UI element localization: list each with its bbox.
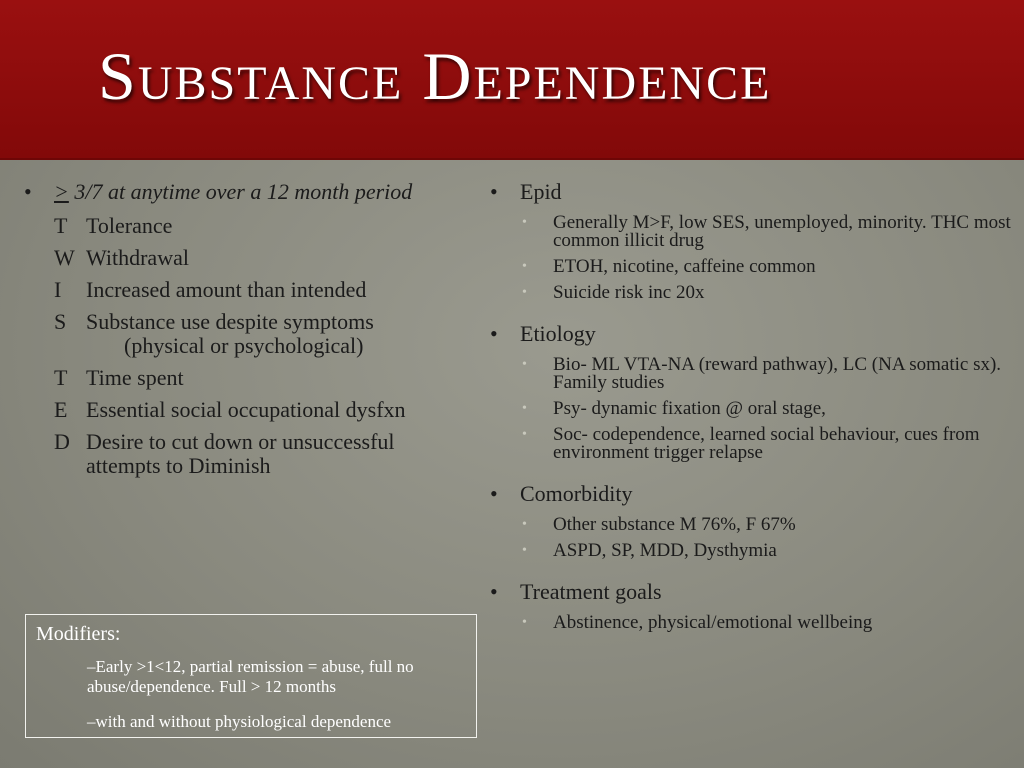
section-item — [488, 614, 1013, 632]
section-item — [488, 542, 1013, 560]
greater-equal-symbol: > — [54, 179, 69, 204]
criteria-bullet — [22, 178, 462, 206]
sub-bullet-icon: • — [522, 543, 527, 558]
section-heading-text: Etiology — [520, 321, 596, 346]
section-heading — [488, 178, 1013, 206]
slide-title: Substance Dependence — [98, 38, 772, 114]
section-item-text: ASPD, SP, MDD, Dysthymia — [553, 540, 777, 561]
sub-bullet-icon: • — [522, 401, 527, 416]
modifiers-title: Modifiers: — [36, 623, 121, 645]
mnemonic-text: Withdrawal — [86, 245, 189, 270]
modifier-item: –Early >1<12, partial remission = abuse, full no abuse/dependence. Full > 12 months — [87, 657, 414, 696]
section-item-text: Psy- dynamic fixation @ oral stage, — [553, 398, 826, 419]
section-heading-text: Comorbidity — [520, 481, 633, 506]
section-item — [488, 516, 1013, 534]
mnemonic-text-continued: (physical or psychological) — [124, 333, 364, 358]
mnemonic-letter: T — [54, 213, 68, 238]
mnemonic-row — [22, 366, 462, 390]
section-heading-text: Epid — [520, 179, 562, 204]
sub-bullet-icon: • — [522, 615, 527, 630]
section-item-text: Bio- ML VTA-NA (reward pathway), LC (NA somatic sx). Family studies — [553, 354, 1002, 393]
sub-bullet-icon: • — [522, 285, 527, 300]
mnemonic-row — [22, 278, 462, 302]
mnemonic-row — [22, 398, 462, 422]
modifier-item: –with and without physiological dependence — [87, 712, 392, 731]
mnemonic-row — [22, 214, 462, 238]
section-item-text: Other substance M 76%, F 67% — [553, 514, 796, 535]
mnemonic-letter: I — [54, 277, 62, 302]
mnemonic-row — [22, 246, 462, 270]
mnemonic-letter: S — [54, 309, 67, 334]
mnemonic-text-continued: attempts to Diminish — [86, 453, 271, 478]
section-item — [488, 356, 1013, 392]
bullet-icon: • — [24, 179, 32, 204]
section-heading — [488, 320, 1013, 348]
mnemonic-letter: D — [54, 429, 70, 454]
mnemonic-text: Substance use despite symptoms — [86, 309, 374, 334]
section-item-text: Soc- codependence, learned social behaviour, cues from environment trigger relapse — [553, 424, 980, 463]
sub-bullet-icon: • — [522, 427, 527, 442]
sub-bullet-icon: • — [522, 215, 527, 230]
mnemonic-text: Essential social occupational dysfxn — [86, 397, 406, 422]
modifiers-box — [25, 614, 477, 738]
mnemonic-text: Time spent — [86, 365, 184, 390]
bullet-icon: • — [490, 321, 498, 346]
section-item-text: Suicide risk inc 20x — [553, 282, 705, 303]
sub-bullet-icon: • — [522, 357, 527, 372]
right-column — [488, 178, 1013, 650]
mnemonic-row — [22, 310, 462, 358]
section-heading-text: Treatment goals — [520, 579, 662, 604]
section-treatment-goals — [488, 578, 1013, 632]
mnemonic-row — [22, 430, 462, 478]
section-item — [488, 258, 1013, 276]
section-heading — [488, 480, 1013, 508]
section-etiology — [488, 320, 1013, 462]
criteria-text — [54, 179, 412, 204]
section-item — [488, 284, 1013, 302]
section-heading — [488, 578, 1013, 606]
section-item-text: Generally M>F, low SES, unemployed, minority. THC most common illicit drug — [553, 212, 1011, 251]
criteria-rest: 3/7 at anytime over a 12 month period — [68, 179, 413, 204]
bullet-icon: • — [490, 579, 498, 604]
mnemonic-text: Tolerance — [86, 213, 173, 238]
section-item — [488, 426, 1013, 462]
section-comorbidity — [488, 480, 1013, 560]
mnemonic-text: Desire to cut down or unsuccessful — [86, 429, 395, 454]
section-item — [488, 400, 1013, 418]
bullet-icon: • — [490, 481, 498, 506]
mnemonic-text: Increased amount than intended — [86, 277, 367, 302]
left-column — [22, 178, 462, 478]
mnemonic-letter: T — [54, 365, 68, 390]
section-epid — [488, 178, 1013, 302]
title-bar — [0, 0, 1024, 160]
mnemonic-letter: E — [54, 397, 68, 422]
mnemonic-letter: W — [54, 245, 75, 270]
section-item — [488, 214, 1013, 250]
section-item-text: ETOH, nicotine, caffeine common — [553, 256, 816, 277]
section-item-text: Abstinence, physical/emotional wellbeing — [553, 612, 873, 633]
bullet-icon: • — [490, 179, 498, 204]
sub-bullet-icon: • — [522, 259, 527, 274]
sub-bullet-icon: • — [522, 517, 527, 532]
